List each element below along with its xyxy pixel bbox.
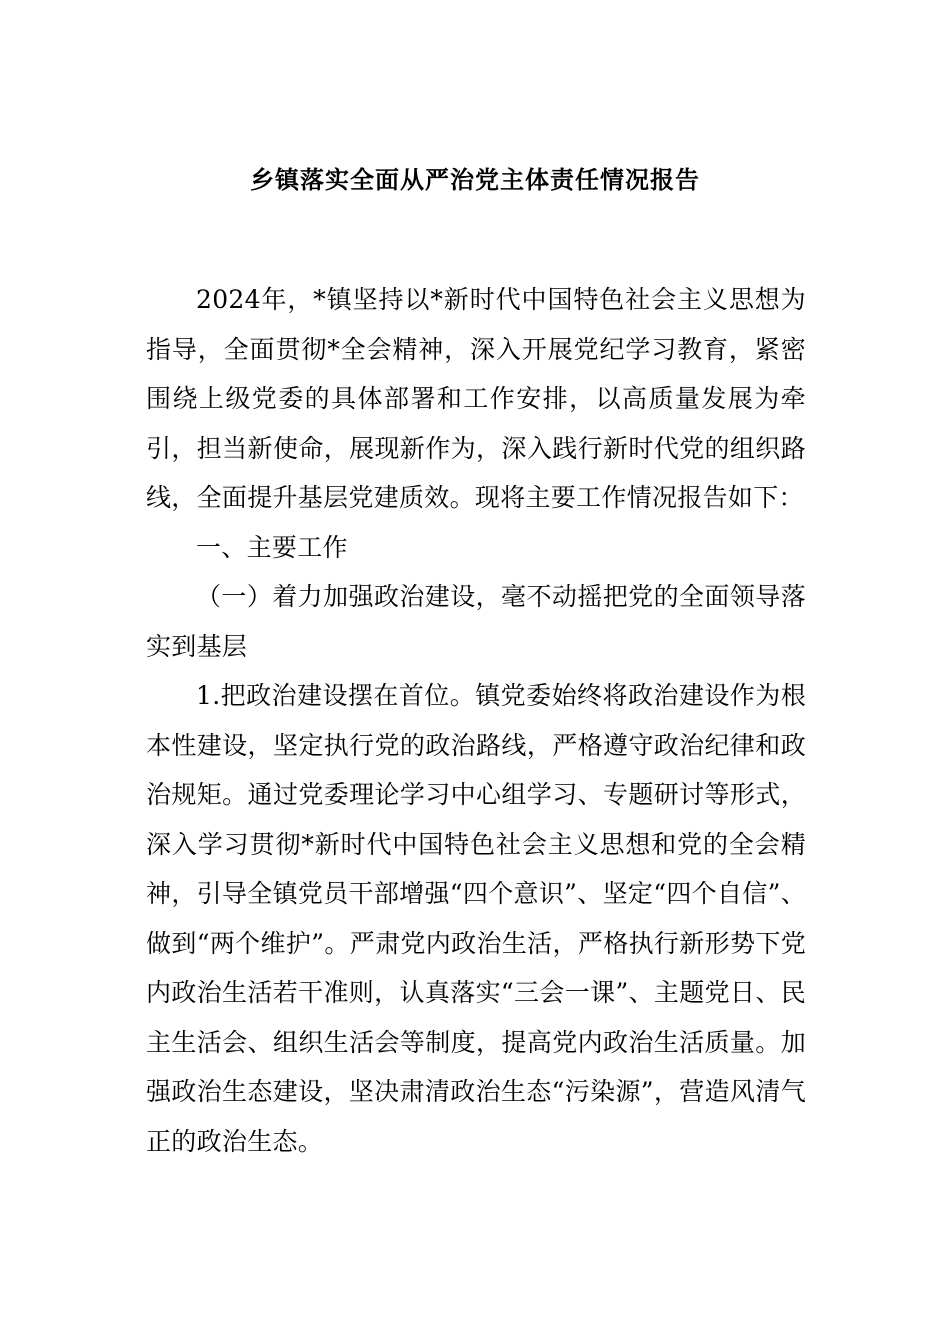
section-heading: 一、主要工作	[196, 532, 348, 562]
item-paragraph: 1.把政治建设摆在首位。镇党委始终将政治建设作为根本性建设，坚定执行党的政治路线，严格遵守政治纪律和政治规矩。通过党委理论学习中心组学习、专题研讨等形式，深入学习贯彻*新时代中国特色社会主义思想和党的全会精神，引导全镇党员干部增强“四个意识”、坚定“四个自信”、做到“两个维护”。严肃党内政治生活，严格执行新形势下党内政治生活若干准则，认真落实“三会一课”、主题党日、民主生活会、组织生活会等制度，提高党内政治生活质量。加强政治生态建设，坚决肃清政治生态“污染源”，营造风清气正的政治生态。	[146, 681, 806, 1156]
document-title: 乡镇落实全面从严治党主体责任情况报告	[250, 165, 700, 194]
document-body	[146, 275, 806, 1166]
subsection-heading: （一）着力加强政治建设，毫不动摇把党的全面领导落实到基层	[146, 582, 806, 661]
intro-paragraph: 2024年，*镇坚持以*新时代中国特色社会主义思想为指导，全面贯彻*全会精神，深入开展党纪学习教育，紧密围绕上级党委的具体部署和工作安排，以高质量发展为牵引，担当新使命，展现新作为，深入践行新时代党的组织路线，全面提升基层党建质效。现将主要工作情况报告如下：	[146, 285, 806, 512]
